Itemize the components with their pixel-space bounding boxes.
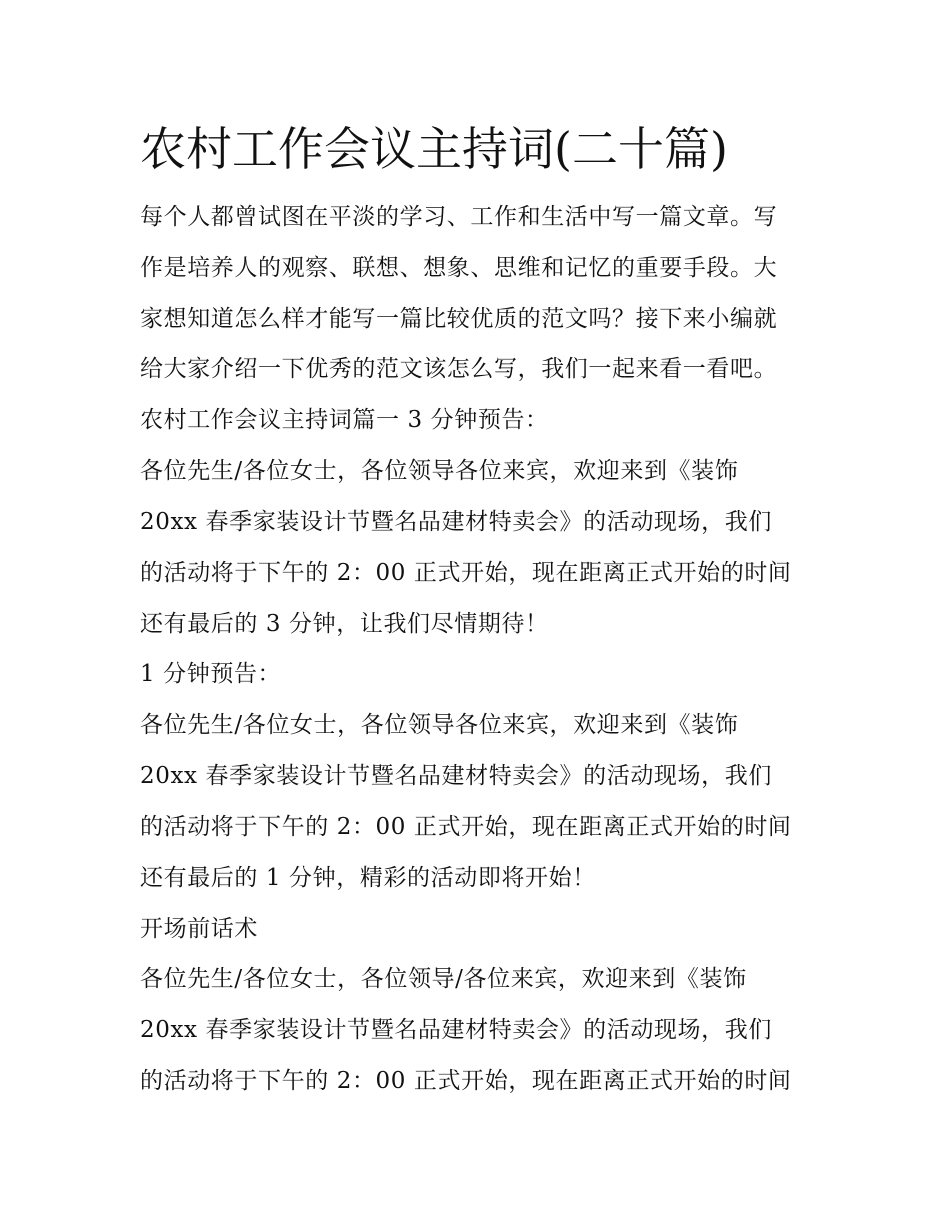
text-line: 的活动将于下午的 2：00 正式开始，现在距离正式开始的时间 (140, 559, 792, 586)
text-lines (140, 205, 820, 1094)
text-line: 20xx 春季家装设计节暨名品建材特卖会》的活动现场，我们 (140, 1017, 772, 1044)
text-line: 家想知道怎么样才能写一篇比较优质的范文吗？接下来小编就 (140, 305, 778, 332)
section-heading-line: 农村工作会议主持词篇一 3 分钟预告： (140, 407, 549, 434)
text-line: 的活动将于下午的 2：00 正式开始，现在距离正式开始的时间 (140, 813, 792, 840)
section-heading-line: 1 分钟预告： (140, 661, 282, 688)
text-line: 还有最后的 1 分钟，精彩的活动即将开始！ (140, 864, 596, 891)
text-line: 20xx 春季家装设计节暨名品建材特卖会》的活动现场，我们 (140, 763, 772, 790)
text-line: 给大家介绍一下优秀的范文该怎么写，我们一起来看一看吧。 (140, 356, 778, 383)
text-line: 每个人都曾试图在平淡的学习、工作和生活中写一篇文章。写 (140, 204, 778, 230)
section-heading-line: 开场前话术 (140, 915, 258, 942)
text-line: 20xx 春季家装设计节暨名品建材特卖会》的活动现场，我们 (140, 508, 772, 535)
text-line: 还有最后的 3 分钟，让我们尽情期待！ (140, 610, 549, 637)
text-line: 的活动将于下午的 2：00 正式开始，现在距离正式开始的时间 (140, 1068, 792, 1095)
text-line: 作是培养人的观察、联想、想象、思维和记忆的重要手段。大 (140, 254, 778, 281)
text-line: 各位先生/各位女士，各位领导各位来宾，欢迎来到《装饰 (140, 712, 739, 739)
text-line: 各位先生/各位女士，各位领导/各位来宾，欢迎来到《装饰 (140, 966, 747, 993)
document-title: 农村工作会议主持词(二十篇) (140, 122, 728, 176)
text-line: 各位先生/各位女士，各位领导各位来宾，欢迎来到《装饰 (140, 458, 739, 485)
document-body (140, 116, 820, 1120)
